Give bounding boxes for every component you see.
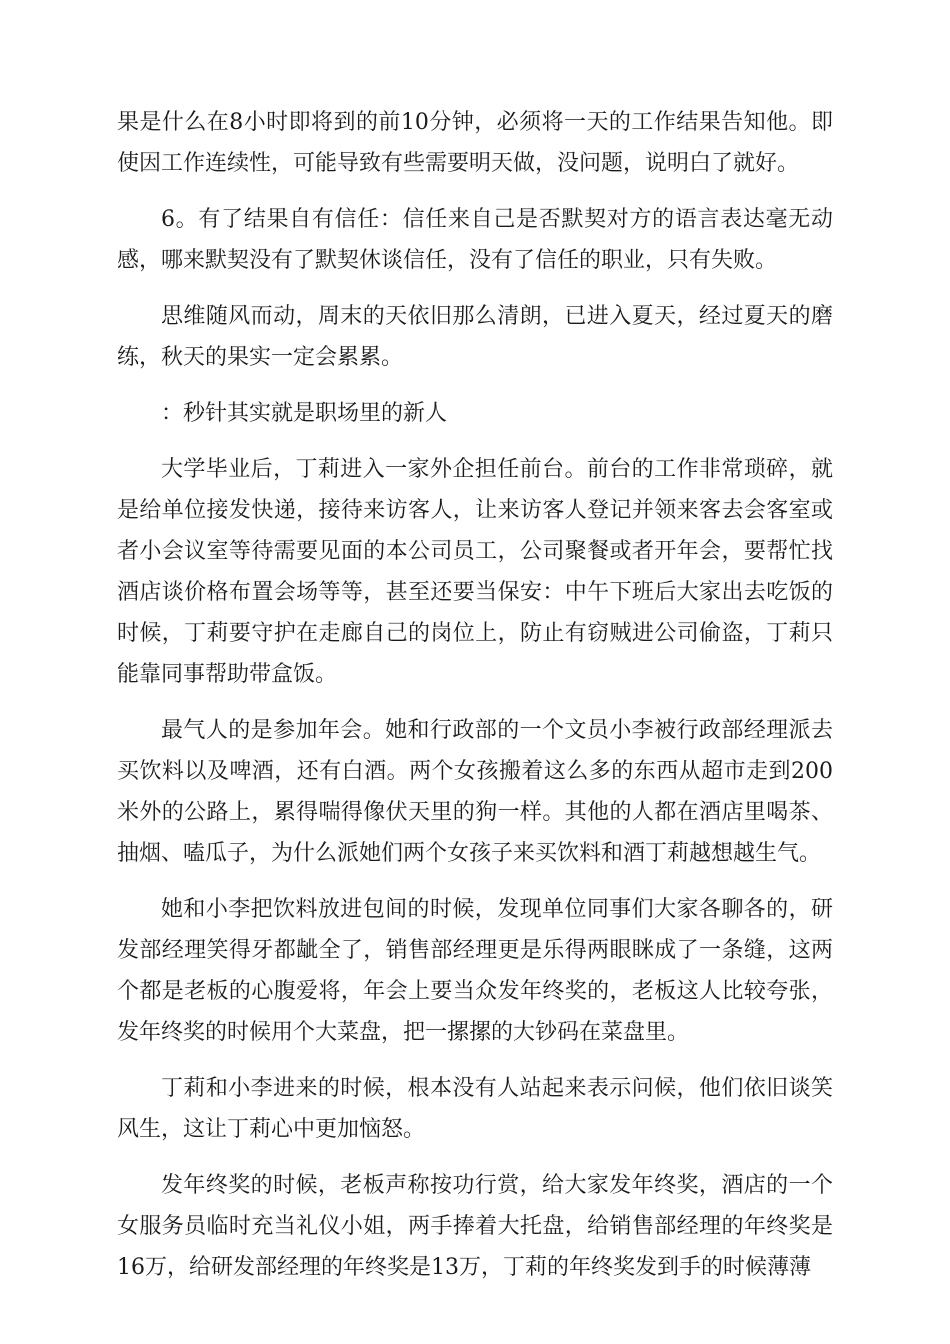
paragraph-5: 大学毕业后，丁莉进入一家外企担任前台。前台的工作非常琐碎，就是给单位接发快递，接待来访客人，让来访客人登记并领来客去会客室或者小会议室等待需要见面的本公司员工，公司聚餐或者开年会，要帮忙找酒店谈价格布置会场等等，甚至还要当保安：中午下班后大家出去吃饭的时候，丁莉要守护在走廊自己的岗位上，防止有窃贼进公司偷盗，丁莉只能靠同事帮助带盒饭。 [117, 457, 833, 687]
paragraph-2: 6。有了结果自有信任：信任来自己是否默契对方的语言表达毫无动感，哪来默契没有了默契休谈信任，没有了信任的职业，只有失败。 [117, 207, 833, 273]
paragraph-1: 果是什么在8小时即将到的前10分钟，必须将一天的工作结果告知他。即使因工作连续性，可能导致有些需要明天做，没问题，说明白了就好。 [117, 110, 833, 176]
paragraph-8: 丁莉和小李进来的时候，根本没有人站起来表示问候，他们依旧谈笑风生，这让丁莉心中更加恼怒。 [117, 1076, 833, 1142]
document-page [117, 102, 833, 1303]
paragraph-9: 发年终奖的时候，老板声称按功行赏，给大家发年终奖，酒店的一个女服务员临时充当礼仪小姐，两手捧着大托盘，给销售部经理的年终奖是16万，给研发部经理的年终奖是13万，丁莉的年终奖发到手的时候薄薄 [117, 1173, 833, 1280]
section-heading: ：秒针其实就是职场里的新人 [161, 401, 448, 426]
paragraph-6: 最气人的是参加年会。她和行政部的一个文员小李被行政部经理派去买饮料以及啤酒，还有白酒。两个女孩搬着这么多的东西从超市走到200米外的公路上，累得喘得像伏天里的狗一样。其他的人都在酒店里喝茶、抽烟、嗑瓜子，为什么派她们两个女孩子来买饮料和酒丁莉越想越生气。 [117, 718, 833, 866]
paragraph-7: 她和小李把饮料放进包间的时候，发现单位同事们大家各聊各的，研发部经理笑得牙都龇全了，销售部经理更是乐得两眼眯成了一条缝，这两个都是老板的心腹爱将，年会上要当众发年终奖的，老板这人比较夸张，发年终奖的时候用个大菜盘，把一摞摞的大钞码在菜盘里。 [117, 897, 833, 1045]
paragraph-3: 思维随风而动，周末的天依旧那么清朗，已进入夏天，经过夏天的磨练，秋天的果实一定会累累。 [117, 304, 833, 370]
